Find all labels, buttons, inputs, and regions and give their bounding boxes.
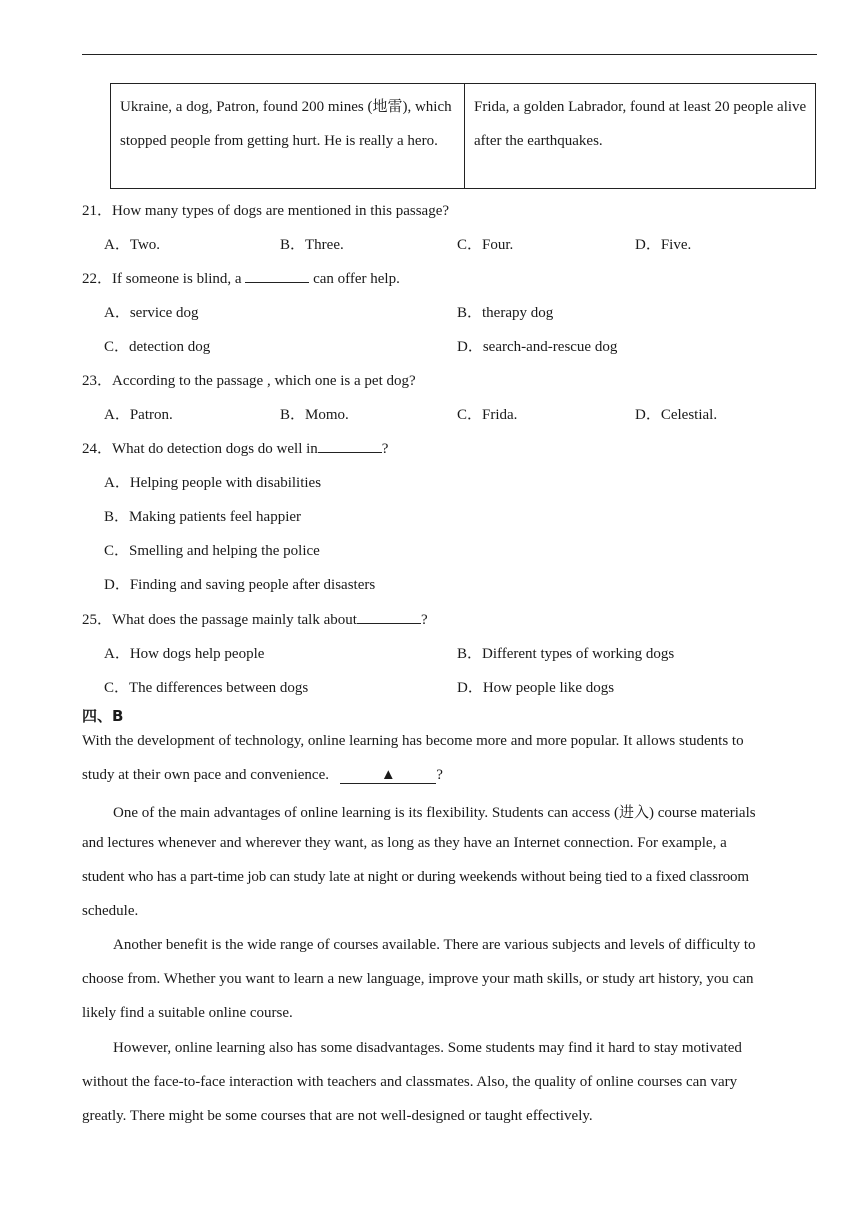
passage-text: study at their own pace and convenience. [82, 767, 329, 783]
passage-line: choose from. Whether you want to learn a new language, improve your math skills, or study art history, you can [82, 971, 754, 987]
passage-blank[interactable] [340, 768, 436, 784]
q23-option-a[interactable]: A．Patron. [104, 407, 173, 423]
passage-line: likely find a suitable online course. [82, 1005, 293, 1021]
q21-option-c[interactable]: C．Four. [457, 237, 514, 253]
question-25 [82, 608, 428, 629]
passage-line: Another benefit is the wide range of courses available. There are various subjects and levels of difficulty to [113, 937, 756, 953]
q25-option-d[interactable]: D．How people like dogs [457, 680, 615, 696]
q21-option-d[interactable]: D．Five. [635, 237, 692, 253]
q24-option-c[interactable]: C．Smelling and helping the police [104, 543, 320, 559]
triangle-marker-icon: ▲ [380, 767, 396, 783]
q21-option-a[interactable]: A．Two. [104, 237, 161, 253]
question-22 [82, 267, 400, 288]
q23-option-c[interactable]: C．Frida. [457, 407, 518, 423]
q25-option-a[interactable]: A．How dogs help people [104, 646, 265, 662]
q24-blank[interactable] [318, 438, 382, 453]
passage-line: student who has a part-time job can study late at night or during weekends without being tied to a fixed classroom [82, 869, 749, 885]
passage-line: One of the main advantages of online learning is its flexibility. Students can access (进入) course materials [113, 805, 756, 821]
q22-option-d[interactable]: D．search-and-rescue dog [457, 339, 618, 355]
q25-stem-end: ? [420, 612, 428, 628]
q22-option-b[interactable]: B．therapy dog [457, 305, 554, 321]
table-cell-frida: Frida, a golden Labrador, found at least 20 people alive after the earthquakes. [465, 84, 816, 189]
q24-stem-start: 24．What do detection dogs do well in [82, 441, 318, 457]
passage-line: without the face-to-face interaction with teachers and classmates. Also, the quality of online courses can vary [82, 1074, 738, 1090]
dog-examples-table [110, 83, 816, 189]
passage-line: greatly. There might be some courses that are not well-designed or taught effectively. [82, 1108, 593, 1124]
q25-blank[interactable] [357, 609, 421, 624]
passage-line [82, 767, 443, 784]
question-21: 21．How many types of dogs are mentioned in this passage? [82, 203, 450, 219]
q22-option-c[interactable]: C．detection dog [104, 339, 211, 355]
q25-option-c[interactable]: C．The differences between dogs [104, 680, 309, 696]
q22-stem-start: 22．If someone is blind, a [82, 271, 246, 287]
q24-option-b[interactable]: B．Making patients feel happier [104, 509, 302, 525]
q24-option-a[interactable]: A．Helping people with disabilities [104, 475, 322, 491]
q21-option-b[interactable]: B．Three. [280, 237, 344, 253]
section-heading: 四、B [82, 707, 124, 725]
passage-blank-question-mark: ? [436, 767, 443, 783]
q24-stem-end: ? [381, 441, 389, 457]
passage-line: and lectures whenever and wherever they want, as long as they have an Internet connection. For example, a [82, 835, 727, 851]
q22-stem-end: can offer help. [309, 271, 400, 287]
q23-option-b[interactable]: B．Momo. [280, 407, 349, 423]
q23-option-d[interactable]: D．Celestial. [635, 407, 718, 423]
q24-option-d[interactable]: D．Finding and saving people after disasters [104, 577, 376, 593]
header-rule [82, 54, 817, 55]
q25-stem-start: 25．What does the passage mainly talk about [82, 612, 357, 628]
table-cell-patron: Ukraine, a dog, Patron, found 200 mines (地雷), which stopped people from getting hurt. He is really a hero. [111, 84, 465, 189]
passage-line: schedule. [82, 903, 139, 919]
passage-line: However, online learning also has some disadvantages. Some students may find it hard to stay motivated [113, 1040, 742, 1056]
question-23: 23．According to the passage , which one is a pet dog? [82, 373, 416, 389]
q22-blank[interactable] [245, 268, 309, 283]
q22-option-a[interactable]: A．service dog [104, 305, 199, 321]
q25-option-b[interactable]: B．Different types of working dogs [457, 646, 675, 662]
question-24 [82, 437, 388, 458]
passage-line: With the development of technology, online learning has become more and more popular. It allows students to [82, 733, 744, 749]
